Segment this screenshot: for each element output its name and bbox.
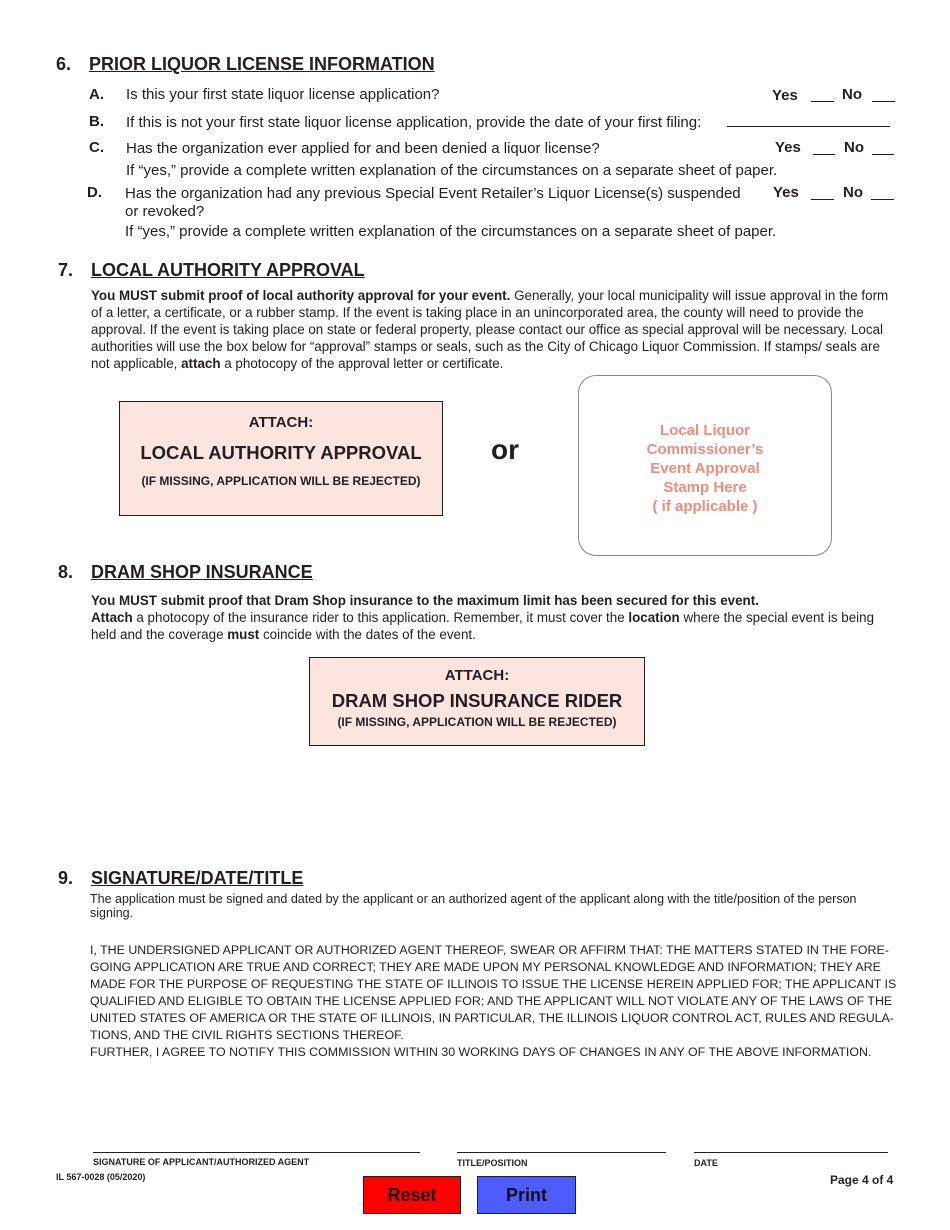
question-c-yes-field[interactable] — [813, 141, 835, 155]
oath-text: I, THE UNDERSIGNED APPLICANT OR AUTHORIZED AGENT THEREOF, SWEAR OR AFFIRM THAT: THE MATTERS STATED IN THE FORE- GOING APPLICATION ARE TRUE AND CORRECT; THEY ARE MADE UPON MY PERSONAL KNOWLEDGE AND INFORMATION; THEY ARE MADE FOR THE PURPOSE OF REQUESTING THE STATE OF ILLINOIS TO ISSUE THE LICENSE HEREIN APPLIED FOR; THE APPLICANT IS QUALIFIED AND ELIGIBLE TO OBTAIN THE LICENSE APPLIED FOR; AND THE APPLICANT WILL NOT VIOLATE ANY OF THE LAWS OF THE UNITED STATES OF AMERICA OR THE STATE OF ILLINOIS, IN PARTICULAR, THE ILLINOIS LIQUOR CONTROL ACT, RULES AND REGULA- TIONS, AND THE CIVIL RIGHTS SECTIONS THEREOF. — [90, 943, 897, 1042]
local-authority-attach-box — [119, 401, 443, 516]
print-button[interactable]: Print — [477, 1176, 576, 1214]
date-field[interactable] — [694, 1152, 888, 1153]
stamp-line-2: Commissioner’s — [646, 441, 764, 458]
question-c-no-label: No — [844, 139, 864, 156]
date-label: DATE — [694, 1158, 718, 1168]
local-attach-main: LOCAL AUTHORITY APPROVAL — [140, 442, 422, 463]
section-9-number: 9. — [58, 868, 74, 888]
dram-shop-must-word: must — [227, 627, 260, 642]
stamp-line-4: Stamp Here — [663, 479, 747, 496]
local-approval-paragraph — [91, 287, 897, 372]
section-6-number: 6. — [56, 54, 72, 74]
dram-shop-body-2: where the special event is being held and the coverage — [91, 610, 875, 642]
dram-shop-paragraph — [91, 592, 901, 643]
question-b-letter: B. — [89, 113, 104, 130]
dram-shop-body-1: a photocopy of the insurance rider to this application. Remember, it must cover the — [132, 610, 629, 625]
dram-shop-attach-word: Attach — [91, 610, 133, 625]
section-8-number: 8. — [58, 562, 74, 582]
question-b-text: If this is not your first state liquor license application, provide the date of your first filing: — [126, 114, 702, 131]
question-a-no-field[interactable] — [872, 88, 895, 102]
oath-block — [90, 942, 902, 1061]
dram-shop-attach-box — [309, 657, 645, 746]
title-position-field[interactable] — [457, 1152, 666, 1153]
local-attach-note: (IF MISSING, APPLICATION WILL BE REJECTED) — [141, 474, 421, 488]
stamp-line-1: Local Liquor — [660, 422, 750, 439]
oath-further: FURTHER, I AGREE TO NOTIFY THIS COMMISSION WITHIN 30 WORKING DAYS OF CHANGES IN ANY OF THE ABOVE INFORMATION. — [90, 1045, 872, 1059]
signature-field[interactable] — [93, 1152, 420, 1153]
signature-label: SIGNATURE OF APPLICANT/AUTHORIZED AGENT — [93, 1157, 310, 1167]
question-c-letter: C. — [89, 139, 104, 156]
form-id: IL 567-0028 (05/2020) — [56, 1172, 146, 1182]
question-d-letter: D. — [87, 184, 102, 201]
local-approval-must-text: You MUST submit proof of local authority approval for your event. — [91, 288, 511, 303]
signature-intro: The application must be signed and dated by the applicant or an authorized agent of the applicant along with the title/position of the person signing. — [90, 892, 857, 920]
dram-shop-body-3: coincide with the dates of the event. — [259, 627, 476, 642]
question-c-text: Has the organization ever applied for and been denied a liquor license? — [126, 140, 600, 157]
question-a-yes-label: Yes — [772, 87, 798, 104]
question-c-yes-label: Yes — [775, 139, 801, 156]
question-d-note: If “yes,” provide a complete written explanation of the circumstances on a separate sheet of paper. — [125, 223, 777, 240]
question-c-no-field[interactable] — [872, 141, 894, 155]
stamp-line-5: ( if applicable ) — [652, 498, 758, 515]
section-7-title: LOCAL AUTHORITY APPROVAL — [91, 260, 365, 280]
section-6-title: PRIOR LIQUOR LICENSE INFORMATION — [89, 54, 435, 74]
section-8-title: DRAM SHOP INSURANCE — [91, 562, 313, 582]
or-text: or — [491, 434, 519, 465]
question-d-no-field[interactable] — [871, 186, 894, 200]
question-d-yes-label: Yes — [773, 184, 799, 201]
dram-attach-main: DRAM SHOP INSURANCE RIDER — [331, 690, 623, 711]
page-number: Page 4 of 4 — [830, 1173, 894, 1187]
dram-attach-label: ATTACH: — [444, 667, 510, 684]
stamp-line-3: Event Approval — [650, 460, 760, 477]
stamp-box — [578, 375, 832, 556]
local-attach-label: ATTACH: — [248, 414, 314, 431]
question-a-letter: A. — [89, 86, 104, 103]
dram-attach-note: (IF MISSING, APPLICATION WILL BE REJECTED) — [337, 715, 617, 729]
question-d-yes-field[interactable] — [811, 186, 834, 200]
local-approval-body-2: a photocopy of the approval letter or certificate. — [220, 356, 504, 371]
local-approval-attach-word: attach — [181, 356, 221, 371]
question-a-yes-field[interactable] — [811, 88, 834, 102]
reset-button[interactable]: Reset — [363, 1176, 461, 1214]
section-7-number: 7. — [58, 260, 74, 280]
question-d-text-line2: or revoked? — [125, 203, 205, 220]
question-d-no-label: No — [843, 184, 863, 201]
question-a-text: Is this your first state liquor license application? — [126, 86, 440, 103]
question-c-note: If “yes,” provide a complete written explanation of the circumstances on a separate sheet of paper. — [126, 162, 778, 179]
dram-shop-location-word: location — [628, 610, 680, 625]
question-a-no-label: No — [842, 86, 862, 103]
dram-shop-must-text: You MUST submit proof that Dram Shop insurance to the maximum limit has been secured for this event. — [91, 593, 759, 608]
title-position-label: TITLE/POSITION — [457, 1158, 528, 1168]
section-9-title: SIGNATURE/DATE/TITLE — [91, 868, 304, 888]
first-filing-date-field[interactable] — [727, 113, 890, 127]
question-d-text-line1: Has the organization had any previous Special Event Retailer’s Liquor License(s) suspended — [125, 185, 741, 202]
local-approval-body-1: Generally, your local municipality will issue approval in the form of a letter, a certificate, or a rubber stamp. If the event is taking place in an unincorporated area, the county will need to provide the approval. If the event is taking place on state or federal property, please contact our office as special approval will be necessary. Local authorities will use the box below for “approval” stamps or seals, such as the City of Chicago Liquor Commission. If stamps/ seals are not applicable, — [91, 288, 889, 371]
